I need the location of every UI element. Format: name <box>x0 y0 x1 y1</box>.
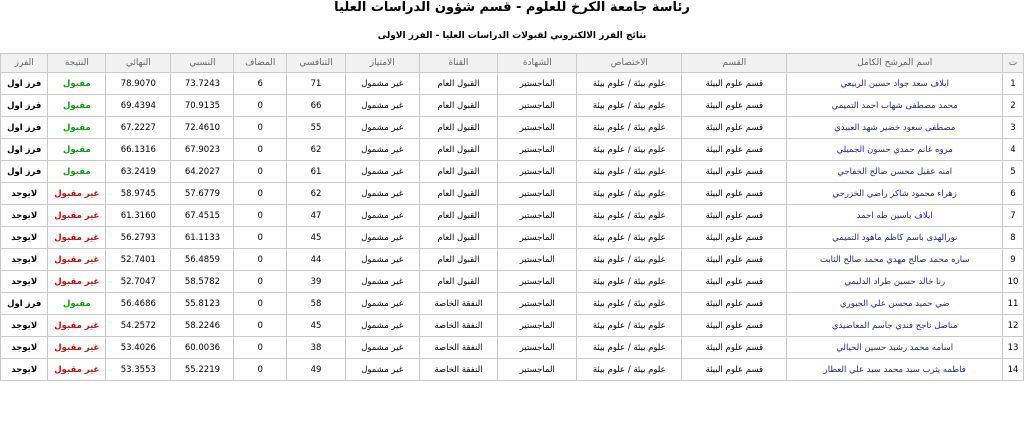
relative-score-cell: 60.0036 <box>171 337 234 359</box>
result-cell: غير مقبول <box>48 271 106 293</box>
table-row <box>1 293 1024 315</box>
degree-cell: الماجستير <box>498 293 577 315</box>
channel-cell: القبول العام <box>419 183 498 205</box>
specialization-cell: علوم بيئة / علوم بيئة <box>577 117 682 139</box>
competitive-score-cell: 66 <box>287 95 346 117</box>
row-index-cell: 5 <box>1002 161 1023 183</box>
excellence-cell: غير مشمول <box>345 227 419 249</box>
result-cell: مقبول <box>48 95 106 117</box>
col-header-specialization: الاختصاص <box>577 54 682 73</box>
competitive-score-cell: 44 <box>287 249 346 271</box>
added-score-cell: 0 <box>234 293 287 315</box>
specialization-cell: علوم بيئة / علوم بيئة <box>577 271 682 293</box>
table-row <box>1 183 1024 205</box>
added-score-cell: 0 <box>234 249 287 271</box>
department-cell: قسم علوم البيئة <box>682 117 787 139</box>
degree-cell: الماجستير <box>498 249 577 271</box>
added-score-cell: 0 <box>234 271 287 293</box>
round-cell: لايوجد <box>1 337 48 359</box>
competitive-score-cell: 55 <box>287 117 346 139</box>
relative-score-cell: 70.9135 <box>171 95 234 117</box>
specialization-cell: علوم بيئة / علوم بيئة <box>577 359 682 381</box>
final-score-cell: 52.7401 <box>106 249 171 271</box>
row-index-cell: 2 <box>1002 95 1023 117</box>
channel-cell: القبول العام <box>419 161 498 183</box>
added-score-cell: 0 <box>234 337 287 359</box>
specialization-cell: علوم بيئة / علوم بيئة <box>577 139 682 161</box>
table-row <box>1 359 1024 381</box>
department-cell: قسم علوم البيئة <box>682 205 787 227</box>
result-cell: غير مقبول <box>48 249 106 271</box>
excellence-cell: غير مشمول <box>345 205 419 227</box>
excellence-cell: غير مشمول <box>345 73 419 95</box>
row-index-cell: 7 <box>1002 205 1023 227</box>
results-table <box>0 53 1024 381</box>
department-cell: قسم علوم البيئة <box>682 95 787 117</box>
final-score-cell: 56.4686 <box>106 293 171 315</box>
channel-cell: النفقة الخاصة <box>419 293 498 315</box>
degree-cell: الماجستير <box>498 271 577 293</box>
result-cell: غير مقبول <box>48 337 106 359</box>
col-header-added: المضاف <box>234 54 287 73</box>
specialization-cell: علوم بيئة / علوم بيئة <box>577 249 682 271</box>
channel-cell: النفقة الخاصة <box>419 359 498 381</box>
row-index-cell: 4 <box>1002 139 1023 161</box>
specialization-cell: علوم بيئة / علوم بيئة <box>577 337 682 359</box>
row-index-cell: 13 <box>1002 337 1023 359</box>
col-header-index: ت <box>1002 54 1023 73</box>
row-index-cell: 6 <box>1002 183 1023 205</box>
col-header-name: اسم المرشح الكامل <box>787 54 1003 73</box>
table-row <box>1 161 1024 183</box>
col-header-relative: النسبي <box>171 54 234 73</box>
candidate-name-cell: مناضل ناجح فندي جاسم المعاضيدي <box>787 315 1003 337</box>
row-index-cell: 8 <box>1002 227 1023 249</box>
excellence-cell: غير مشمول <box>345 139 419 161</box>
channel-cell: النفقة الخاصة <box>419 337 498 359</box>
department-cell: قسم علوم البيئة <box>682 139 787 161</box>
result-cell: مقبول <box>48 161 106 183</box>
channel-cell: القبول العام <box>419 95 498 117</box>
competitive-score-cell: 38 <box>287 337 346 359</box>
degree-cell: الماجستير <box>498 161 577 183</box>
round-cell: فرز اول <box>1 73 48 95</box>
col-header-channel: القناة <box>419 54 498 73</box>
competitive-score-cell: 61 <box>287 161 346 183</box>
excellence-cell: غير مشمول <box>345 249 419 271</box>
relative-score-cell: 67.9023 <box>171 139 234 161</box>
result-cell: مقبول <box>48 73 106 95</box>
candidate-name-cell: اسامه محمد رشيد حسين الحيالي <box>787 337 1003 359</box>
page-subtitle: نتائج الفرز الالكتروني لقبولات الدراسات العليا - الفرز الاولى <box>377 31 647 41</box>
degree-cell: الماجستير <box>498 117 577 139</box>
col-header-degree: الشهادة <box>498 54 577 73</box>
specialization-cell: علوم بيئة / علوم بيئة <box>577 73 682 95</box>
candidate-name-cell: مصطفى سعود خضير شهد العبيدي <box>787 117 1003 139</box>
final-score-cell: 53.4026 <box>106 337 171 359</box>
added-score-cell: 0 <box>234 117 287 139</box>
relative-score-cell: 55.2219 <box>171 359 234 381</box>
added-score-cell: 0 <box>234 161 287 183</box>
competitive-score-cell: 39 <box>287 271 346 293</box>
final-score-cell: 58.9745 <box>106 183 171 205</box>
final-score-cell: 54.2572 <box>106 315 171 337</box>
channel-cell: القبول العام <box>419 227 498 249</box>
row-index-cell: 3 <box>1002 117 1023 139</box>
round-cell: فرز اول <box>1 161 48 183</box>
result-cell: غير مقبول <box>48 205 106 227</box>
degree-cell: الماجستير <box>498 73 577 95</box>
final-score-cell: 56.2793 <box>106 227 171 249</box>
round-cell: لايوجد <box>1 227 48 249</box>
department-cell: قسم علوم البيئة <box>682 293 787 315</box>
candidate-name-cell: نورالهدى باسم كاظم ماهود التميمي <box>787 227 1003 249</box>
final-score-cell: 53.3553 <box>106 359 171 381</box>
excellence-cell: غير مشمول <box>345 315 419 337</box>
competitive-score-cell: 45 <box>287 227 346 249</box>
col-header-result: النتيجة <box>48 54 106 73</box>
added-score-cell: 0 <box>234 205 287 227</box>
round-cell: فرز اول <box>1 95 48 117</box>
final-score-cell: 69.4394 <box>106 95 171 117</box>
relative-score-cell: 55.8123 <box>171 293 234 315</box>
degree-cell: الماجستير <box>498 315 577 337</box>
channel-cell: القبول العام <box>419 205 498 227</box>
col-header-department: القسم <box>682 54 787 73</box>
col-header-competitive: التنافسي <box>287 54 346 73</box>
degree-cell: الماجستير <box>498 359 577 381</box>
relative-score-cell: 73.7243 <box>171 73 234 95</box>
degree-cell: الماجستير <box>498 183 577 205</box>
added-score-cell: 0 <box>234 315 287 337</box>
result-cell: غير مقبول <box>48 183 106 205</box>
added-score-cell: 0 <box>234 139 287 161</box>
row-index-cell: 11 <box>1002 293 1023 315</box>
round-cell: فرز اول <box>1 139 48 161</box>
row-index-cell: 1 <box>1002 73 1023 95</box>
channel-cell: النفقة الخاصة <box>419 315 498 337</box>
relative-score-cell: 58.2246 <box>171 315 234 337</box>
final-score-cell: 66.1316 <box>106 139 171 161</box>
table-row <box>1 271 1024 293</box>
excellence-cell: غير مشمول <box>345 95 419 117</box>
excellence-cell: غير مشمول <box>345 293 419 315</box>
degree-cell: الماجستير <box>498 95 577 117</box>
result-cell: غير مقبول <box>48 315 106 337</box>
round-cell: لايوجد <box>1 183 48 205</box>
result-cell: غير مقبول <box>48 359 106 381</box>
excellence-cell: غير مشمول <box>345 271 419 293</box>
result-cell: مقبول <box>48 117 106 139</box>
added-score-cell: 6 <box>234 73 287 95</box>
added-score-cell: 0 <box>234 183 287 205</box>
candidate-name-cell: امنه عقيل محسن صالح الخفاجي <box>787 161 1003 183</box>
department-cell: قسم علوم البيئة <box>682 337 787 359</box>
relative-score-cell: 57.6779 <box>171 183 234 205</box>
channel-cell: القبول العام <box>419 249 498 271</box>
final-score-cell: 67.2227 <box>106 117 171 139</box>
excellence-cell: غير مشمول <box>345 117 419 139</box>
department-cell: قسم علوم البيئة <box>682 227 787 249</box>
candidate-name-cell: زهراء محمود شاكر راضي الخزرجي <box>787 183 1003 205</box>
competitive-score-cell: 45 <box>287 315 346 337</box>
table-row <box>1 337 1024 359</box>
excellence-cell: غير مشمول <box>345 183 419 205</box>
relative-score-cell: 58.5782 <box>171 271 234 293</box>
competitive-score-cell: 62 <box>287 139 346 161</box>
final-score-cell: 63.2419 <box>106 161 171 183</box>
row-index-cell: 9 <box>1002 249 1023 271</box>
final-score-cell: 61.3160 <box>106 205 171 227</box>
competitive-score-cell: 62 <box>287 183 346 205</box>
col-header-round: الفرز <box>1 54 48 73</box>
department-cell: قسم علوم البيئة <box>682 315 787 337</box>
degree-cell: الماجستير <box>498 227 577 249</box>
degree-cell: الماجستير <box>498 139 577 161</box>
specialization-cell: علوم بيئة / علوم بيئة <box>577 293 682 315</box>
row-index-cell: 14 <box>1002 359 1023 381</box>
degree-cell: الماجستير <box>498 337 577 359</box>
added-score-cell: 0 <box>234 359 287 381</box>
round-cell: لايوجد <box>1 271 48 293</box>
department-cell: قسم علوم البيئة <box>682 183 787 205</box>
round-cell: فرز اول <box>1 293 48 315</box>
candidate-name-cell: ايلاف سعد جواد حسين الربيعي <box>787 73 1003 95</box>
col-header-final: النهائي <box>106 54 171 73</box>
candidate-name-cell: مروه غانم حمدي حسون الجميلي <box>787 139 1003 161</box>
department-cell: قسم علوم البيئة <box>682 359 787 381</box>
table-row <box>1 73 1024 95</box>
page-title: رئاسة جامعة الكرخ للعلوم - قسم شؤون الدراسات العليا <box>334 0 690 15</box>
candidate-name-cell: فاطمه يثرب سيد محمد سيد علي العطار <box>787 359 1003 381</box>
competitive-score-cell: 71 <box>287 73 346 95</box>
specialization-cell: علوم بيئة / علوم بيئة <box>577 95 682 117</box>
relative-score-cell: 56.4859 <box>171 249 234 271</box>
candidate-name-cell: ضي حميد محسن علي الجبوري <box>787 293 1003 315</box>
table-row <box>1 139 1024 161</box>
table-row <box>1 315 1024 337</box>
degree-cell: الماجستير <box>498 205 577 227</box>
round-cell: فرز اول <box>1 117 48 139</box>
row-index-cell: 12 <box>1002 315 1023 337</box>
candidate-name-cell: رنا خالد حسين طراد الدليمي <box>787 271 1003 293</box>
excellence-cell: غير مشمول <box>345 359 419 381</box>
relative-score-cell: 72.4610 <box>171 117 234 139</box>
relative-score-cell: 67.4515 <box>171 205 234 227</box>
table-row <box>1 117 1024 139</box>
relative-score-cell: 61.1133 <box>171 227 234 249</box>
competitive-score-cell: 49 <box>287 359 346 381</box>
table-row <box>1 205 1024 227</box>
department-cell: قسم علوم البيئة <box>682 73 787 95</box>
excellence-cell: غير مشمول <box>345 337 419 359</box>
table-row <box>1 227 1024 249</box>
specialization-cell: علوم بيئة / علوم بيئة <box>577 183 682 205</box>
result-cell: مقبول <box>48 293 106 315</box>
table-header-row <box>1 54 1024 73</box>
round-cell: لايوجد <box>1 315 48 337</box>
channel-cell: القبول العام <box>419 73 498 95</box>
excellence-cell: غير مشمول <box>345 161 419 183</box>
channel-cell: القبول العام <box>419 117 498 139</box>
specialization-cell: علوم بيئة / علوم بيئة <box>577 205 682 227</box>
result-cell: مقبول <box>48 139 106 161</box>
candidate-name-cell: ايلاف ياسين طه احمد <box>787 205 1003 227</box>
competitive-score-cell: 58 <box>287 293 346 315</box>
channel-cell: القبول العام <box>419 139 498 161</box>
added-score-cell: 0 <box>234 95 287 117</box>
department-cell: قسم علوم البيئة <box>682 161 787 183</box>
col-header-excellence: الامتياز <box>345 54 419 73</box>
specialization-cell: علوم بيئة / علوم بيئة <box>577 315 682 337</box>
competitive-score-cell: 47 <box>287 205 346 227</box>
round-cell: لايوجد <box>1 359 48 381</box>
row-index-cell: 10 <box>1002 271 1023 293</box>
table-row <box>1 249 1024 271</box>
result-cell: غير مقبول <box>48 227 106 249</box>
round-cell: لايوجد <box>1 205 48 227</box>
final-score-cell: 52.7047 <box>106 271 171 293</box>
table-body <box>1 73 1024 381</box>
round-cell: لايوجد <box>1 249 48 271</box>
final-score-cell: 78.9070 <box>106 73 171 95</box>
relative-score-cell: 64.2027 <box>171 161 234 183</box>
added-score-cell: 0 <box>234 227 287 249</box>
table-row <box>1 95 1024 117</box>
candidate-name-cell: محمد مصطفى شهاب احمد التميمي <box>787 95 1003 117</box>
channel-cell: القبول العام <box>419 271 498 293</box>
candidate-name-cell: ساره محمد صالح مهدي محمد صالح الثابت <box>787 249 1003 271</box>
specialization-cell: علوم بيئة / علوم بيئة <box>577 161 682 183</box>
specialization-cell: علوم بيئة / علوم بيئة <box>577 227 682 249</box>
department-cell: قسم علوم البيئة <box>682 249 787 271</box>
department-cell: قسم علوم البيئة <box>682 271 787 293</box>
